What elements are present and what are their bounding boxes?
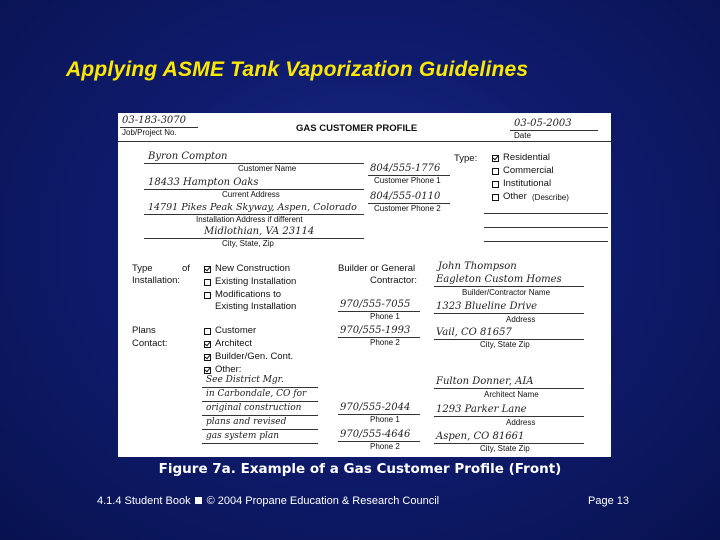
page-number: Page 13 [588, 495, 629, 507]
existing-installation-checkbox[interactable] [204, 279, 211, 286]
footer-left [97, 495, 439, 507]
contact-builder-checkbox[interactable] [204, 354, 211, 361]
builder-phone2-value: 970/555-1993 [340, 325, 411, 336]
city-state-zip-value: Midlothian, VA 23114 [204, 226, 315, 237]
builder-phone2-label: Phone 2 [370, 338, 400, 347]
contact-architect-checkbox[interactable] [204, 341, 211, 348]
contact-option-label: Architect [215, 338, 252, 349]
job-number-label: Job/Project No. [122, 128, 177, 137]
date-label: Date [514, 131, 531, 140]
type-option-label: Other [503, 191, 527, 202]
current-address-label: Current Address [222, 190, 280, 199]
installation-label: Installation: [132, 275, 181, 286]
other-note-line: See District Mgr. [206, 375, 284, 385]
installation-option-label: New Construction [215, 263, 290, 274]
type-other-checkbox[interactable] [492, 194, 499, 201]
builder-phone1-label: Phone 1 [370, 312, 400, 321]
architect-address-label: Address [506, 418, 536, 427]
contact-option-label: Builder/Gen. Cont. [215, 351, 294, 362]
gas-customer-profile-form [118, 113, 611, 457]
architect-phone1-label: Phone 1 [370, 415, 400, 424]
phone1-label: Customer Phone 1 [374, 176, 441, 185]
architect-name-label: Architect Name [484, 390, 539, 399]
other-note-line: in Carbondale, CO for [206, 389, 307, 399]
customer-name-value: Byron Compton [148, 151, 228, 162]
figure-caption: Figure 7a. Example of a Gas Customer Profile (Front) [158, 461, 562, 477]
type-option-label: Institutional [503, 178, 552, 189]
other-note-line: original construction [206, 403, 302, 413]
city-state-zip-label: City, State, Zip [222, 239, 274, 248]
new-construction-checkbox[interactable] [204, 266, 211, 273]
builder-company-value: Eagleton Custom Homes [436, 274, 562, 285]
builder-address-value: 1323 Blueline Drive [436, 301, 538, 312]
contact-label: Contact: [132, 338, 168, 349]
type-of-label: Type [132, 263, 153, 274]
modifications-checkbox[interactable] [204, 292, 211, 299]
contractor-label: Contractor: [370, 275, 417, 286]
contact-option-label: Customer [215, 325, 257, 336]
job-number-value: 03-183-3070 [122, 115, 187, 126]
plans-label: Plans [132, 325, 156, 336]
architect-city-value: Aspen, CO 81661 [436, 431, 525, 442]
type-commercial-checkbox[interactable] [492, 168, 499, 175]
contact-customer-checkbox[interactable] [204, 328, 211, 335]
form-title: GAS CUSTOMER PROFILE [296, 123, 418, 134]
footer-copyright: © 2004 Propane Education & Research Council [206, 495, 440, 507]
date-value: 03-05-2003 [514, 118, 572, 129]
type-label: Type: [454, 153, 478, 164]
builder-city-label: City, State Zip [480, 340, 530, 349]
slide-title: Applying ASME Tank Vaporization Guidelines [66, 58, 529, 81]
of-label: of [182, 263, 190, 274]
phone1-value: 804/555-1776 [370, 163, 441, 174]
other-note-line: gas system plan [206, 431, 280, 441]
existing-installation-label: Existing Installation [215, 301, 297, 312]
type-residential-checkbox[interactable] [492, 155, 499, 162]
type-option-label: Residential [503, 152, 550, 163]
bullet-square-icon [195, 497, 202, 504]
architect-name-value: Fulton Donner, AIA [436, 376, 534, 387]
architect-phone1-value: 970/555-2044 [340, 402, 411, 413]
other-note-line: plans and revised [206, 417, 287, 427]
builder-city-value: Vail, CO 81657 [436, 327, 512, 338]
customer-name-label: Customer Name [238, 164, 297, 173]
builder-name-value: John Thompson [438, 261, 517, 272]
installation-address-value: 14791 Pikes Peak Skyway, Aspen, Colorado [148, 202, 357, 213]
installation-option-label: Existing Installation [215, 276, 297, 287]
phone2-value: 804/555-0110 [370, 191, 441, 202]
type-option-label: Commercial [503, 165, 554, 176]
builder-name-label: Builder/Contractor Name [462, 288, 551, 297]
phone2-label: Customer Phone 2 [374, 204, 441, 213]
architect-phone2-value: 970/555-4646 [340, 429, 411, 440]
describe-label: (Describe) [532, 193, 569, 202]
contact-other-checkbox[interactable] [204, 367, 211, 374]
type-institutional-checkbox[interactable] [492, 181, 499, 188]
builder-phone1-value: 970/555-7055 [340, 299, 411, 310]
architect-address-value: 1293 Parker Lane [436, 404, 527, 415]
architect-city-label: City, State Zip [480, 444, 530, 453]
builder-address-label: Address [506, 315, 536, 324]
installation-address-label: Installation Address if different [196, 215, 303, 224]
architect-phone2-label: Phone 2 [370, 442, 400, 451]
installation-option-label: Modifications to [215, 289, 282, 300]
current-address-value: 18433 Hampton Oaks [148, 177, 259, 188]
builder-label: Builder or General [338, 263, 416, 274]
footer-book-label: 4.1.4 Student Book [97, 495, 191, 507]
contact-option-label: Other: [215, 364, 242, 375]
